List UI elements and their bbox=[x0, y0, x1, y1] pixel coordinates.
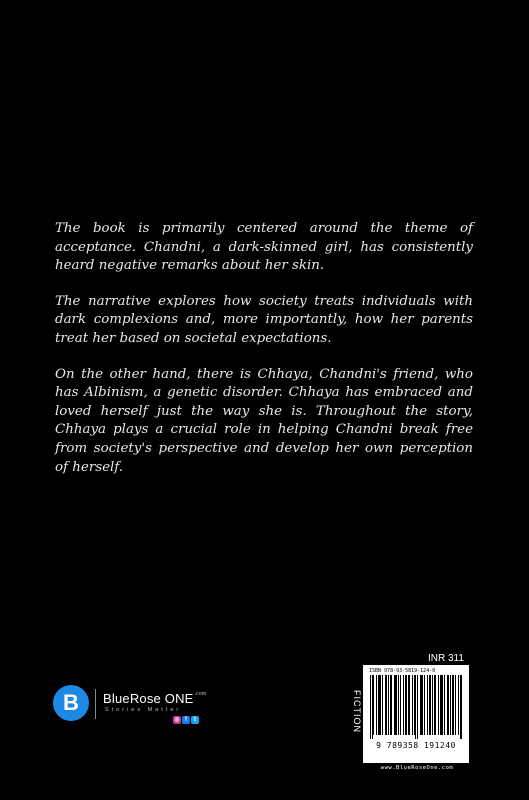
genre-label: FICTION bbox=[352, 690, 362, 733]
publisher-website: www.BlueRoseOne.com bbox=[380, 765, 454, 771]
isbn-barcode bbox=[363, 665, 469, 763]
twitter-icon: t bbox=[191, 716, 199, 724]
blurb-paragraph-3: On the other hand, there is Chhaya, Chandni's friend, who has Albinism, a genetic disorder. Chhaya has embraced and loved herself just the way she is. Throughout the story, Chhaya plays a crucial role in helping Chandni break free from society's perspective and develop her own perception of herself. bbox=[55, 366, 473, 475]
barcode-bars bbox=[370, 675, 462, 739]
blurb-paragraph-2: The narrative explores how society treats individuals with dark complexions and, more importantly, how her parents treat her based on societal expectations. bbox=[55, 293, 473, 346]
isbn-label: ISBN 978-93-5819-124-0 bbox=[369, 668, 436, 674]
social-icons bbox=[173, 716, 199, 724]
logo-divider bbox=[95, 689, 96, 719]
publisher-logo-mark: B bbox=[53, 685, 89, 721]
barcode-digits: 9 789358 191240 bbox=[376, 741, 456, 750]
publisher-name bbox=[103, 691, 206, 706]
price-label: INR 311 bbox=[428, 653, 464, 664]
back-cover-blurb bbox=[55, 220, 473, 494]
publisher-name-text: BlueRose ONE bbox=[103, 691, 194, 706]
blurb-paragraph-1: The book is primarily centered around the theme of acceptance. Chandni, a dark-skinned girl, has consistently heard negative remarks about her skin. bbox=[55, 221, 473, 274]
facebook-icon: f bbox=[182, 716, 190, 724]
publisher-tagline: Stories Matter bbox=[105, 707, 182, 713]
instagram-icon: ◎ bbox=[174, 717, 180, 723]
publisher-name-suffix: .com bbox=[194, 691, 207, 697]
publisher-logo bbox=[53, 685, 233, 725]
